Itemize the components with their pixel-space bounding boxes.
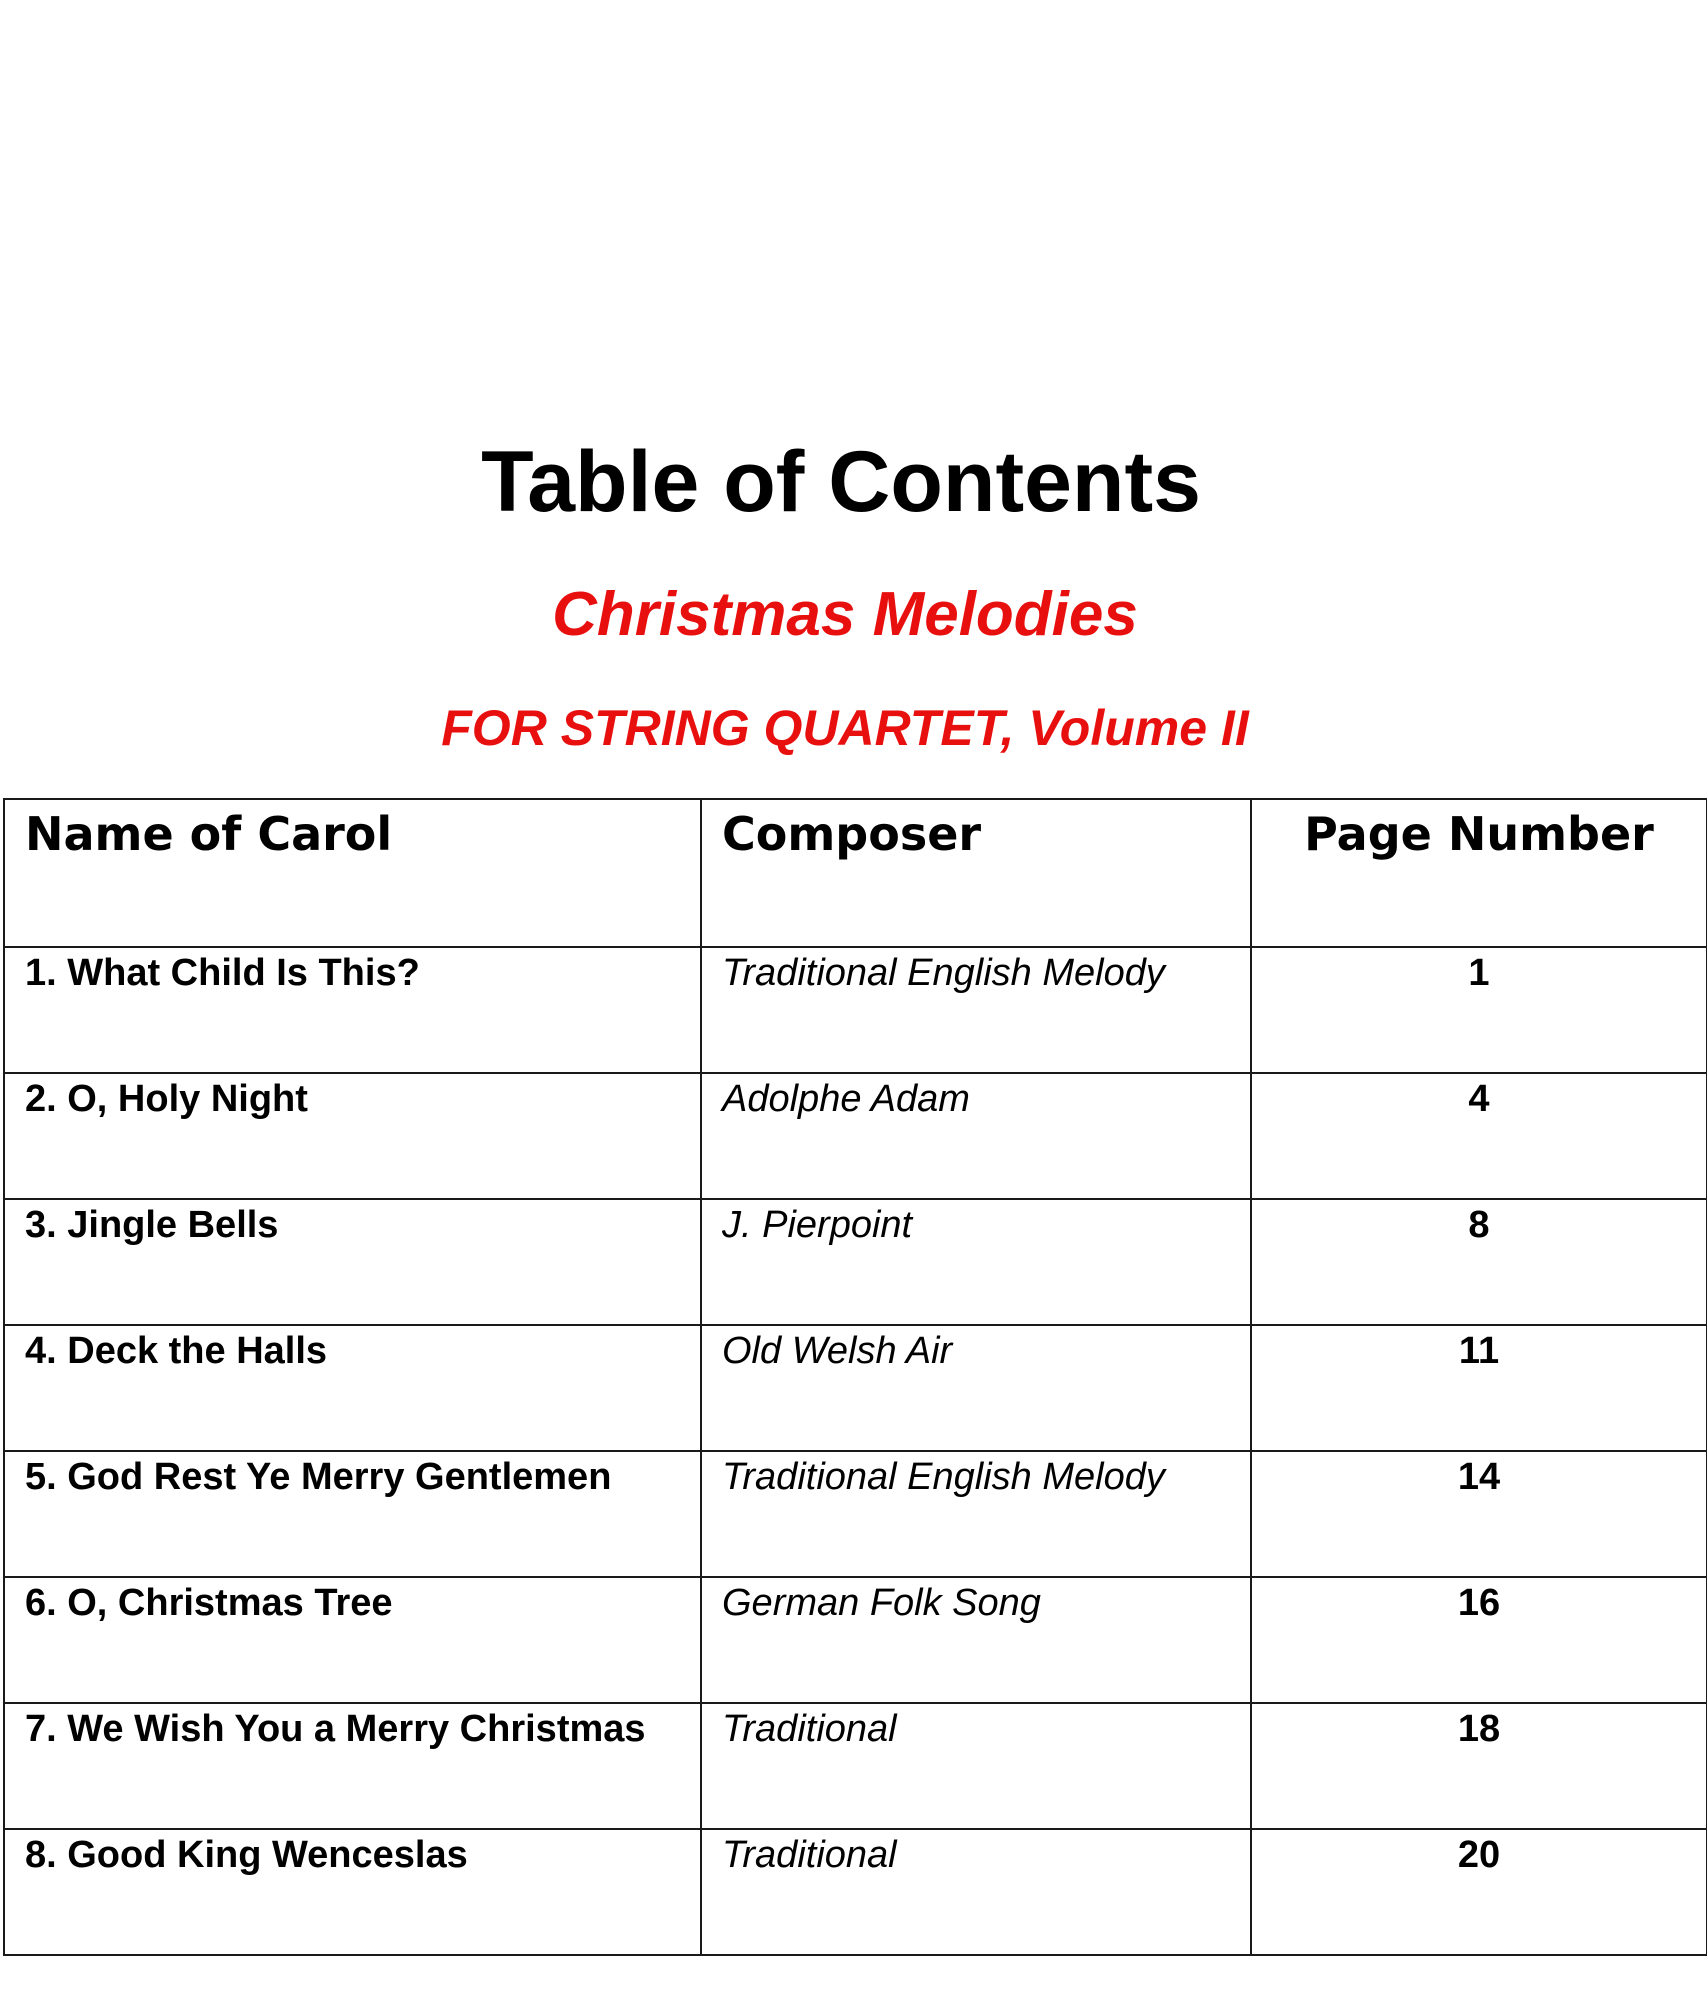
table-row bbox=[4, 1829, 1707, 1955]
page-cell bbox=[1251, 1703, 1707, 1829]
collection-subtitle: FOR STRING QUARTET, Volume II bbox=[441, 700, 1249, 756]
header-page-cell bbox=[1251, 799, 1707, 947]
table-row bbox=[4, 1577, 1707, 1703]
contents-table bbox=[3, 798, 1707, 1956]
composer-cell bbox=[701, 1829, 1251, 1955]
page-cell bbox=[1251, 1451, 1707, 1577]
carol-name-cell bbox=[4, 1199, 701, 1325]
carol-composer: Old Welsh Air bbox=[722, 1330, 953, 1372]
carol-name: 2. O, Holy Night bbox=[25, 1078, 308, 1120]
composer-cell bbox=[701, 1577, 1251, 1703]
table-row bbox=[4, 1703, 1707, 1829]
carol-composer: Traditional bbox=[722, 1834, 897, 1876]
composer-cell bbox=[701, 1325, 1251, 1451]
composer-cell bbox=[701, 947, 1251, 1073]
page-cell bbox=[1251, 947, 1707, 1073]
carol-name-cell bbox=[4, 1829, 701, 1955]
carol-page-number: 20 bbox=[1457, 1834, 1501, 1876]
carol-name: 6. O, Christmas Tree bbox=[25, 1582, 393, 1624]
table-row bbox=[4, 947, 1707, 1073]
carol-name: 5. God Rest Ye Merry Gentlemen bbox=[25, 1456, 612, 1498]
carol-name: 4. Deck the Halls bbox=[25, 1330, 328, 1372]
carol-name-cell bbox=[4, 1073, 701, 1199]
carol-name: 3. Jingle Bells bbox=[25, 1204, 279, 1246]
carol-composer: Adolphe Adam bbox=[722, 1078, 970, 1120]
carol-page-number: 18 bbox=[1457, 1708, 1501, 1750]
carol-name: 1. What Child Is This? bbox=[25, 952, 420, 994]
header-page-number: Page Number bbox=[1304, 807, 1654, 861]
carol-page-number: 16 bbox=[1457, 1582, 1501, 1624]
table-row bbox=[4, 1199, 1707, 1325]
carol-page-number: 8 bbox=[1468, 1204, 1490, 1246]
carol-name-cell bbox=[4, 947, 701, 1073]
composer-cell bbox=[701, 1703, 1251, 1829]
carol-name: 8. Good King Wenceslas bbox=[25, 1834, 468, 1876]
header-name: Name of Carol bbox=[25, 807, 393, 861]
page-title: Table of Contents bbox=[481, 434, 1201, 530]
carol-composer: German Folk Song bbox=[722, 1582, 1041, 1624]
header-composer: Composer bbox=[722, 807, 982, 861]
table-row bbox=[4, 1451, 1707, 1577]
composer-cell bbox=[701, 1199, 1251, 1325]
composer-cell bbox=[701, 1073, 1251, 1199]
page-cell bbox=[1251, 1199, 1707, 1325]
carol-composer: Traditional English Melody bbox=[722, 1456, 1165, 1498]
table-row bbox=[4, 1325, 1707, 1451]
table-header-row bbox=[4, 799, 1707, 947]
collection-title: Christmas Melodies bbox=[552, 580, 1138, 649]
carol-page-number: 14 bbox=[1457, 1456, 1501, 1498]
carol-name-cell bbox=[4, 1325, 701, 1451]
carol-composer: J. Pierpoint bbox=[722, 1204, 913, 1246]
carol-name: 7. We Wish You a Merry Christmas bbox=[25, 1708, 646, 1750]
carol-page-number: 1 bbox=[1468, 952, 1490, 994]
page-cell bbox=[1251, 1073, 1707, 1199]
carol-composer: Traditional English Melody bbox=[722, 952, 1165, 994]
header-composer-cell bbox=[701, 799, 1251, 947]
composer-cell bbox=[701, 1451, 1251, 1577]
carol-page-number: 4 bbox=[1468, 1078, 1490, 1120]
page-cell bbox=[1251, 1577, 1707, 1703]
carol-composer: Traditional bbox=[722, 1708, 897, 1750]
carol-name-cell bbox=[4, 1451, 701, 1577]
page-cell bbox=[1251, 1829, 1707, 1955]
carol-name-cell bbox=[4, 1703, 701, 1829]
page-cell bbox=[1251, 1325, 1707, 1451]
carol-name-cell bbox=[4, 1577, 701, 1703]
table-row bbox=[4, 1073, 1707, 1199]
carol-page-number: 11 bbox=[1458, 1330, 1500, 1372]
header-name-cell bbox=[4, 799, 701, 947]
